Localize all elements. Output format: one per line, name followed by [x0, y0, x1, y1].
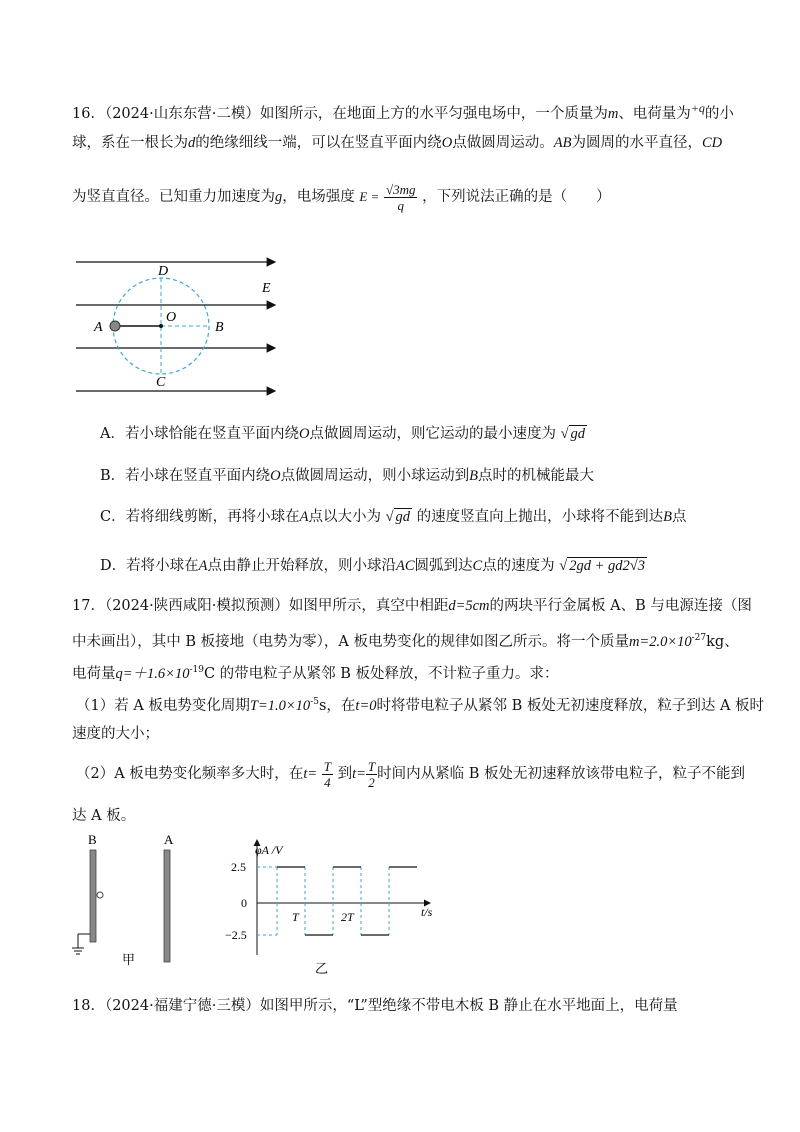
q16-line-1: 16．（2024·山东东营·二模）如图所示，在地面上方的水平匀强电场中，一个质量为m、电荷量为$^{+q}$的小 [72, 101, 734, 122]
q16-field-figure [70, 250, 300, 400]
svg-text:E: E [262, 281, 271, 296]
q16-option-b: B．若小球在竖直平面内绕O点做圆周运动，则小球运动到B点时的机械能最大 [100, 468, 594, 484]
q17-line-3: 电荷量$q=+1.6\times 10^{-19}C$ 的带电粒子从紧邻 B 板处释放，不计粒子重力。求： [72, 665, 559, 682]
svg-text:−2.5: −2.5 [225, 928, 247, 942]
svg-text:A: A [164, 832, 174, 847]
svg-text:C: C [156, 375, 166, 390]
q17-part-1-cont: 速度的大小； [72, 726, 159, 742]
svg-text:甲: 甲 [122, 952, 136, 967]
q17-line-2: 中未画出），其中 B 板接地（电势为零），A 板电势变化的规律如图乙所示。将一个质量$m=2.0\times 10^{-27}kg$、 [72, 633, 739, 650]
svg-text:0: 0 [241, 896, 247, 910]
svg-text:D: D [158, 264, 169, 279]
svg-text:乙: 乙 [315, 961, 329, 976]
q16-option-c: C．若将细线剪断，再将小球在A点以大小为 √ gd 的速度竖直向上抛出，小球将不能到达B点 [100, 509, 687, 525]
q17-part-2: （2）A 板电势变化频率多大时，在t= $\frac{T}{4}$ 到t= $\frac{T}{2}$ 时间内从紧临 B 板处无初速释放该带电粒子，粒子不能到 [76, 758, 746, 790]
q17-potential-graph [225, 830, 455, 980]
svg-text:B: B [88, 832, 97, 847]
svg-text:2T: 2T [341, 910, 354, 924]
q16-option-d: D．若将小球在A点由静止开始释放，则小球沿AC圆弧到达C点的速度为 √ 2gd + gd2√3 [100, 558, 646, 574]
svg-text:2.5: 2.5 [231, 860, 246, 874]
q17-line-1: 17．（2024·陕西咸阳·模拟预测）如图甲所示，真空中相距d=5cm的两块平行金属板 A、B 与电源连接（图 [72, 598, 752, 614]
q16-option-a: A．若小球恰能在竖直平面内绕O点做圆周运动，则它运动的最小速度为 √ gd [100, 426, 586, 442]
svg-text:A: A [94, 320, 103, 335]
field-formula: $\frac{√3mg}{q}$ [385, 181, 416, 213]
svg-text:t/s: t/s [421, 905, 433, 919]
svg-text:φA /V: φA /V [255, 843, 283, 857]
svg-text:O: O [166, 310, 177, 325]
q16-line-3: 为竖直直径。已知重力加速度为g，电场强度 E = $\frac{√3mg}{q}$ ，下列说法正确的是（ ） [72, 181, 611, 213]
q18-line-1: 18．（2024·福建宁德·三模）如图甲所示，“L”型绝缘不带电木板 B 静止在水平地面上，电荷量 [72, 998, 678, 1014]
q16-line-2: 球，系在一根长为d的绝缘细线一端，可以在竖直平面内绕O点做圆周运动。AB为圆周的水平直径，CD [72, 135, 723, 151]
q17-part-2-cont: 达 A 板。 [72, 808, 136, 824]
q17-part-1: （1）若 A 板电势变化周期$T=1.0\times 10^{-5}s$，在t=0时将带电粒子从紧邻 B 板处无初速度释放，粒子到达 A 板时 [76, 697, 765, 714]
svg-text:B: B [215, 320, 224, 335]
svg-text:T: T [292, 910, 299, 924]
q17-plates-figure [60, 830, 200, 970]
